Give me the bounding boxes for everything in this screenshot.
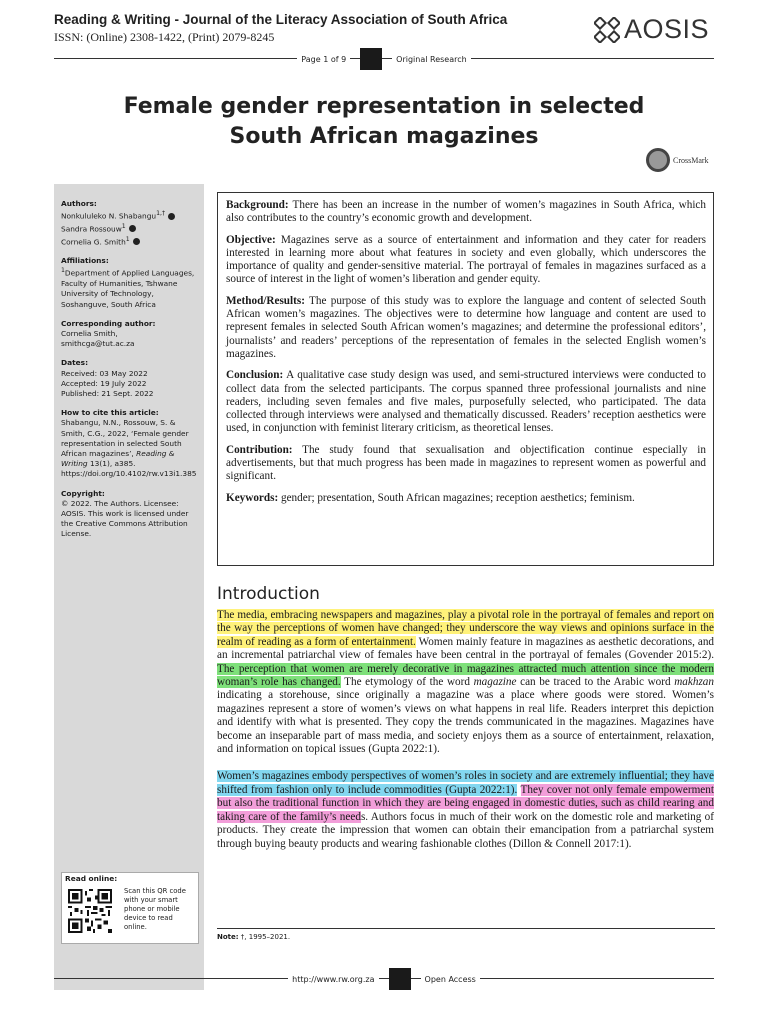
- publisher-logo[interactable]: [594, 14, 709, 45]
- copyright-text: © 2022. The Authors. Licensee: AOSIS. This work is licensed under the Creative Commons Attribution License.: [61, 498, 189, 539]
- author-3: Cornelia G. Smith$^1$: [61, 235, 201, 248]
- orcid-icon[interactable]: [129, 225, 136, 232]
- cite-text: Shabangu, N.N., Rossouw, S. & Smith, C.G., 2022, ‘Female gender representation in selected South African magazines’, Reading & Writing 13(1), a385. https://doi.org/10.4102/rw.v13i1.385: [61, 418, 197, 479]
- note-rule: [217, 928, 715, 929]
- author-1: Nonkululeko N. Shabangu$^{1,\dagger}$: [61, 209, 201, 222]
- corresponding-email[interactable]: smithcga@tut.ac.za: [61, 339, 135, 349]
- abstract-box: [217, 192, 714, 566]
- qr-code-icon[interactable]: [68, 889, 112, 933]
- abstract-method: Method/Results: The purpose of this study was to explore the language and content of selected South African women’s magazines. The objectives were to determine how language and content are used to represent females in selected South African women’s magazines; and determine the professional editors’, journalists’ and readers’ perceptions of the representation of females in the selected English women’s magazines.: [226, 294, 706, 360]
- read-online-box: [61, 872, 199, 944]
- intro-paragraph-2: Women’s magazines embody perspectives of women’s roles in society and are extremely influential; they have shifted from fashion only to include commodities (Gupta 2022:1). They cover not only female empowerment but also the traditional function in which they are being engaged in domestic duties, such as child rearing and taking care of the family’s needs. Authors focus in much of their work on the domestic role and marketing of products. They create the impression that women can obtain their emancipation from a patriarchal system through buying beauty products and wearing fashionable clothes (Dillon & Connell 2017:1).: [217, 770, 714, 850]
- date-received: Received: 03 May 2022: [61, 368, 148, 378]
- dates-heading: Dates:: [61, 358, 89, 368]
- title-line-2: South African magazines: [229, 124, 539, 149]
- corresponding-heading: Corresponding author:: [61, 318, 156, 328]
- page-info: [0, 48, 768, 70]
- title-line-1: Female gender representation in selected: [123, 94, 645, 119]
- article-title: [0, 92, 768, 152]
- abstract-objective: Objective: Magazines serve as a source of entertainment and information and they cater for readers interested in learning more about what features in society and even globally, which underscores the importance of quality and gender-sensitive material. The portrayal of females in magazines surfaced as a source of interest in the light of women’s liberation and gender equity.: [226, 233, 706, 286]
- introduction-body: [217, 609, 714, 865]
- crossmark-badge[interactable]: [646, 148, 709, 172]
- affiliations-text: $^1$Department of Applied Languages, Faculty of Humanities, Tshwane University of Technology, Soshanguve, South Africa: [61, 267, 195, 309]
- read-online-text: Scan this QR code with your smart phone or mobile device to read online.: [124, 887, 186, 931]
- abstract-conclusion: Conclusion: A qualitative case study design was used, and semi-structured interviews were conducted to collect data from the selected participants. The corpus spanned three professional journalists and nine readers, including seven females and five males, purposefully selected, who participated. The data collected through interviews were analysed and thematically discussed. Readers’ reception aesthetics were used, in conjunction with feminist literary criticism, as theoretical lenses.: [226, 369, 706, 435]
- introduction-heading: Introduction: [217, 584, 320, 604]
- open-access-label: Open Access: [421, 975, 480, 984]
- intro-paragraph-1: The media, embracing newspapers and magazines, play a pivotal role in the portrayal of females and report on the way the perceptions of women have changed; they underscore the way views and opinions surface in the realm of reading as a form of entertainment. Women mainly feature in magazines as aesthetic decorations, and an incremental patriarchal view of females have been central in the portrayal of females (Govender 2015:2). The perception that women are merely decorative in magazines attracted much attention since the modern woman’s role has changed. The etymology of the word magazine can be traced to the Arabic word makhzan indicating a storehouse, since originally a magazine was a place where goods were stored. Women’s magazines represent a store of women’s views on what happens in real life. Readers interpret this depiction and identify with what is presented. They copy the trends communicated in the magazines. Magazines have become an inseparable part of mass media, and society enjoys them as a source of entertainment, relaxation, and information on topical issues (Gupta 2022:1).: [217, 609, 715, 756]
- crossmark-icon: [646, 148, 670, 172]
- orcid-icon[interactable]: [168, 213, 175, 220]
- issn-line: ISSN: (Online) 2308-1422, (Print) 2079-8245: [54, 30, 275, 44]
- highlight-blue: Women’s magazines embody perspectives of women’s roles in society and are extremely influential; they have shifted from fashion only to include commodities (Gupta 2022:1).: [217, 770, 714, 796]
- footer-url[interactable]: http://www.rw.org.za: [288, 975, 378, 984]
- date-accepted: Accepted: 19 July 2022: [61, 378, 147, 388]
- date-published: Published: 21 Sept. 2022: [61, 388, 154, 398]
- affiliations-heading: Affiliations:: [61, 256, 109, 266]
- cite-heading: How to cite this article:: [61, 408, 159, 418]
- authors-heading: Authors:: [61, 199, 97, 208]
- crossmark-label: CrossMark: [673, 155, 709, 165]
- sidebar-content: [61, 199, 201, 540]
- abstract-keywords: Keywords: gender; presentation, South African magazines; reception aesthetics; feminism.: [226, 491, 635, 504]
- highlight-yellow: The media, embracing newspapers and magazines, play a pivotal role in the portrayal of females and report on the way the perceptions of women have changed; they underscore the way views and opinions surface in the realm of reading as a form of entertainment.: [217, 609, 714, 648]
- logo-text: AOSIS: [624, 14, 710, 44]
- highlight-pink: They cover not only female empowerment but also the traditional function in which they are being engaged in domestic duties, such as child rearing and taking care of the family’s need: [217, 783, 714, 823]
- header-block: [360, 48, 382, 70]
- orcid-icon[interactable]: [133, 238, 140, 245]
- abstract-background: Background: There has been an increase in the number of women’s magazines in South Africa, which also contributes to the country’s economic growth and development.: [226, 199, 706, 225]
- footnote: Note: †, 1995–2021.: [217, 933, 291, 941]
- corresponding-name: Cornelia Smith,: [61, 328, 118, 338]
- page-number: Page 1 of 9: [297, 55, 350, 64]
- author-2: Sandra Rossouw$^1$: [61, 222, 201, 235]
- footer: [0, 968, 768, 990]
- abstract-contribution: Contribution: The study found that sexualisation and objectification continue especially in advertisements, but that much progress has been made in magazines to represent women as powerful and significant.: [226, 443, 706, 483]
- aosis-logo-icon: [594, 17, 620, 43]
- copyright-heading: Copyright:: [61, 488, 105, 498]
- read-online-heading: Read online:: [65, 874, 118, 883]
- footer-block: [389, 968, 411, 990]
- highlight-green: The perception that women are merely decorative in magazines attracted much attention since the modern woman’s role has changed.: [217, 662, 714, 689]
- journal-title: Reading & Writing - Journal of the Literacy Association of South Africa: [54, 12, 508, 27]
- article-type: Original Research: [392, 55, 471, 64]
